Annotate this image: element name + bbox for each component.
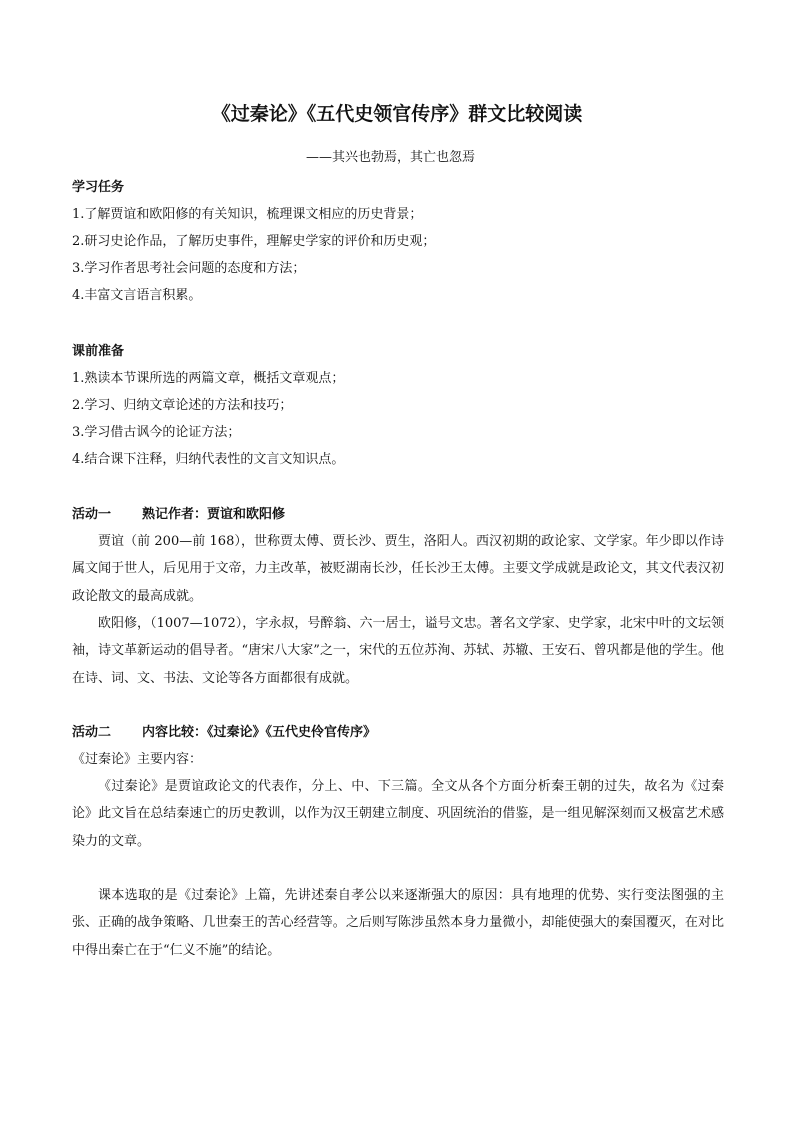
activity1-heading bbox=[72, 506, 285, 524]
page-title: 《过秦论》《五代史领官传序》群文比较阅读 bbox=[211, 103, 583, 125]
activity1-paragraph: 贾谊（前 200—前 168），世称贾太傅、贾长沙、贾生，洛阳人。西汉初期的政论家、文学家。年少即以作诗属文闻于世人，后见用于文帝，力主改革，被贬湖南长沙，任长沙王太傅。主要文学成就是政论文，其文代表汉初政论散文的最高成就。 bbox=[72, 534, 724, 604]
activity2-paragraph: 课本选取的是《过秦论》上篇，先讲述秦自孝公以来逐渐强大的原因：具有地理的优势、实行变法图强的主张、正确的战争策略、几世秦王的苦心经营等。之后则写陈涉虽然本身力量微小，却能使强大的秦国覆灭，在对比中得出秦亡在于“仁义不施”的结论。 bbox=[72, 888, 724, 958]
prep-heading: 课前准备 bbox=[72, 344, 125, 359]
page-subtitle: ——其兴也勃焉，其亡也忽焉 bbox=[306, 150, 476, 165]
activity2-number: 活动二 bbox=[72, 725, 112, 740]
prep-item: 4.结合课下注释，归纳代表性的文言文知识点。 bbox=[72, 452, 345, 467]
activity1-paragraph: 欧阳修，（1007—1072），字永叔，号醉翁、六一居士，谥号文忠。著名文学家、史学家，北宋中叶的文坛领袖，诗文革新运动的倡导者。“唐宋八大家”之一，宋代的五位苏洵、苏轼、苏辙、王安石、曾巩都是他的学生。他在诗、词、文、书法、文论等各方面都很有成就。 bbox=[72, 616, 724, 686]
task-item: 1.了解贾谊和欧阳修的有关知识，梳理课文相应的历史背景； bbox=[72, 207, 423, 222]
activity2-name: 内容比较：《过秦论》《五代史伶官传序》 bbox=[142, 725, 377, 740]
activity2-heading bbox=[72, 724, 376, 742]
task-item: 3.学习作者思考社会问题的态度和方法； bbox=[72, 261, 306, 276]
activity2-paragraph: 《过秦论》是贾谊政论文的代表作，分上、中、下三篇。全文从各个方面分析秦王朝的过失，故名为《过秦论》此文旨在总结秦速亡的历史教训，以作为汉王朝建立制度、巩固统治的借鉴，是一组见解深刻而又极富艺术感染力的文章。 bbox=[72, 779, 724, 849]
prep-item: 1.熟读本节课所选的两篇文章，概括文章观点； bbox=[72, 371, 345, 386]
activity1-number: 活动一 bbox=[72, 507, 112, 522]
prep-item: 3.学习借古讽今的论证方法； bbox=[72, 425, 241, 440]
tasks-heading: 学习任务 bbox=[72, 180, 125, 195]
prep-item: 2.学习、归纳文章论述的方法和技巧； bbox=[72, 398, 293, 413]
activity1-name: 熟记作者：贾谊和欧阳修 bbox=[142, 507, 286, 522]
activity2-sub-label: 《过秦论》主要内容： bbox=[72, 752, 203, 767]
task-item: 2.研习史论作品，了解历史事件，理解史学家的评价和历史观； bbox=[72, 234, 436, 249]
task-item: 4.丰富文言语言积累。 bbox=[72, 288, 202, 303]
